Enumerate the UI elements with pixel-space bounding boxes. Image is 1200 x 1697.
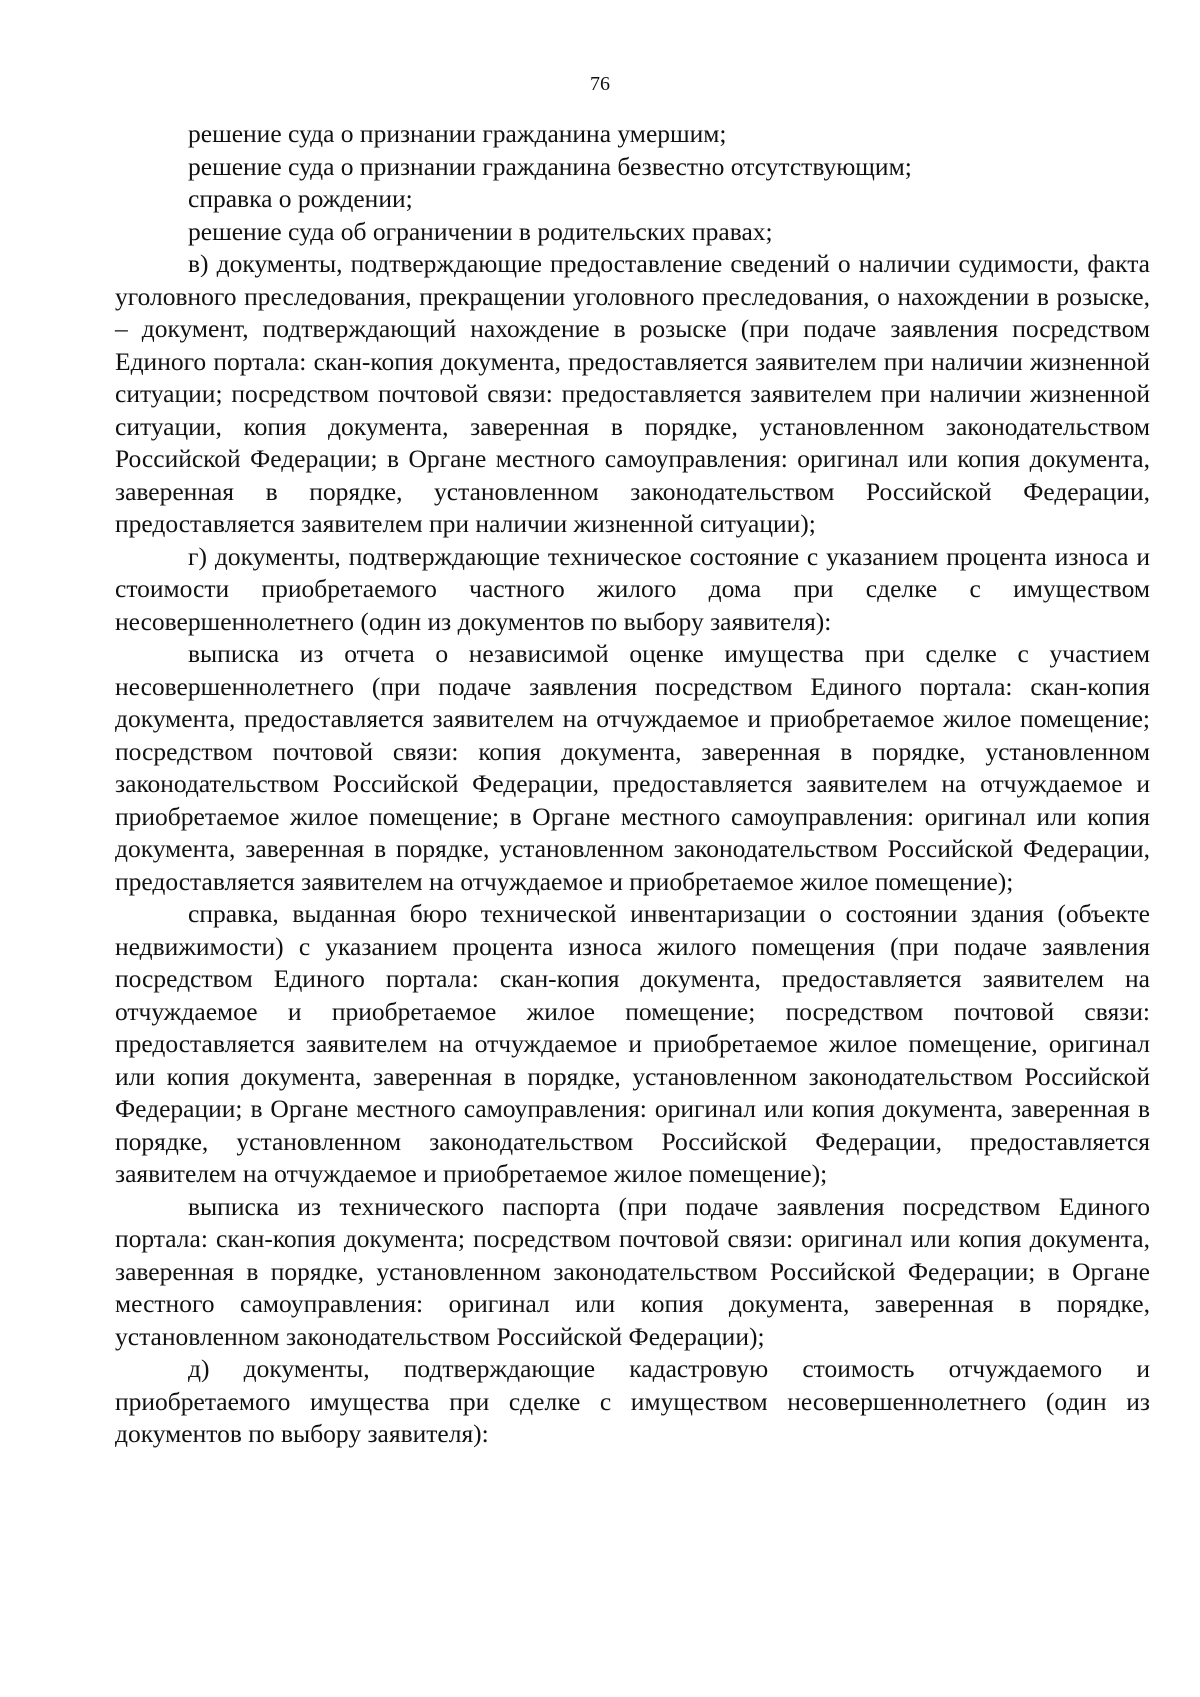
paragraph-birth-certificate: справка о рождении; [188,184,413,213]
paragraph-parental-rights-ruling: решение суда об ограничении в родительских правах; [188,216,773,246]
paragraph-bti-certificate: справка, выданная бюро технической инвентаризации о состоянии здания (объекте недвижимости) с указанием процента износа жилого помещения (при подаче заявления посредством Единого портала: скан-копия документа, предоставляется заявителем на отчуждаемое и приобретаемое жилое помещение; посредством почтовой связи: предоставляется заявителем на отчуждаемое и приобретаемое жилое помещение, оригинал или копия документа, заверенная в порядке, установленном законодательством Российской Федерации; в Органе местного самоуправления: оригинал или копия документа, заверенная в порядке, установленном законодательством Российской Федерации, предоставляется заявителем на отчуждаемое и приобретаемое жилое помещение); [115,899,1150,1188]
document-body [115,118,1150,1451]
page-number: 76 [590,73,610,95]
paragraph-item-v-criminal-record: в) документы, подтверждающие предоставление сведений о наличии судимости, факта уголовного преследования, прекращении уголовного преследования, о нахождении в розыске, – документ, подтверждающий нахождение в розыске (при подаче заявления посредством Единого портала: скан-копия документа, предоставляется заявителем при наличии жизненной ситуации; посредством почтовой связи: предоставляется заявителем при наличии жизненной ситуации, копия документа, заверенная в порядке, установленном законодательством Российской Федерации; в Органе местного самоуправления: оригинал или копия документа, заверенная в порядке, установленном законодательством Российской Федерации, предоставляется заявителем при наличии жизненной ситуации); [115,249,1150,538]
paragraph-valuation-report-extract: выписка из отчета о независимой оценке имущества при сделке с участием несовершеннолетнего (при подаче заявления посредством Единого портала: скан-копия документа, предоставляется заявителем на отчуждаемое и приобретаемое жилое помещение; посредством почтовой связи: копия документа, заверенная в порядке, установленном законодательством Российской Федерации, предоставляется заявителем на отчуждаемое и приобретаемое жилое помещение; в Органе местного самоуправления: оригинал или копия документа, заверенная в порядке, установленном законодательством Российской Федерации, предоставляется заявителем на отчуждаемое и приобретаемое жилое помещение); [115,639,1150,896]
paragraph-item-d-cadastral-value: д) документы, подтверждающие кадастровую стоимость отчуждаемого и приобретаемого имущества при сделке с имуществом несовершеннолетнего (один из документов по выбору заявителя): [115,1354,1150,1448]
paragraph-item-g-technical-condition: г) документы, подтверждающие техническое состояние с указанием процента износа и стоимости приобретаемого частного жилого дома при сделке с имуществом несовершеннолетнего (один из документов по выбору заявителя): [115,541,1150,636]
paragraph-death-ruling: решение суда о признании гражданина умершим; [188,119,727,148]
paragraph-technical-passport-extract: выписка из технического паспорта (при подаче заявления посредством Единого портала: скан-копия документа; посредством почтовой связи: оригинал или копия документа, заверенная в порядке, установленном законодательством Российской Федерации; в Органе местного самоуправления: оригинал или копия документа, заверенная в порядке, установленном законодательством Российской Федерации); [115,1191,1150,1351]
paragraph-missing-ruling: решение суда о признании гражданина безвестно отсутствующим; [188,151,912,181]
